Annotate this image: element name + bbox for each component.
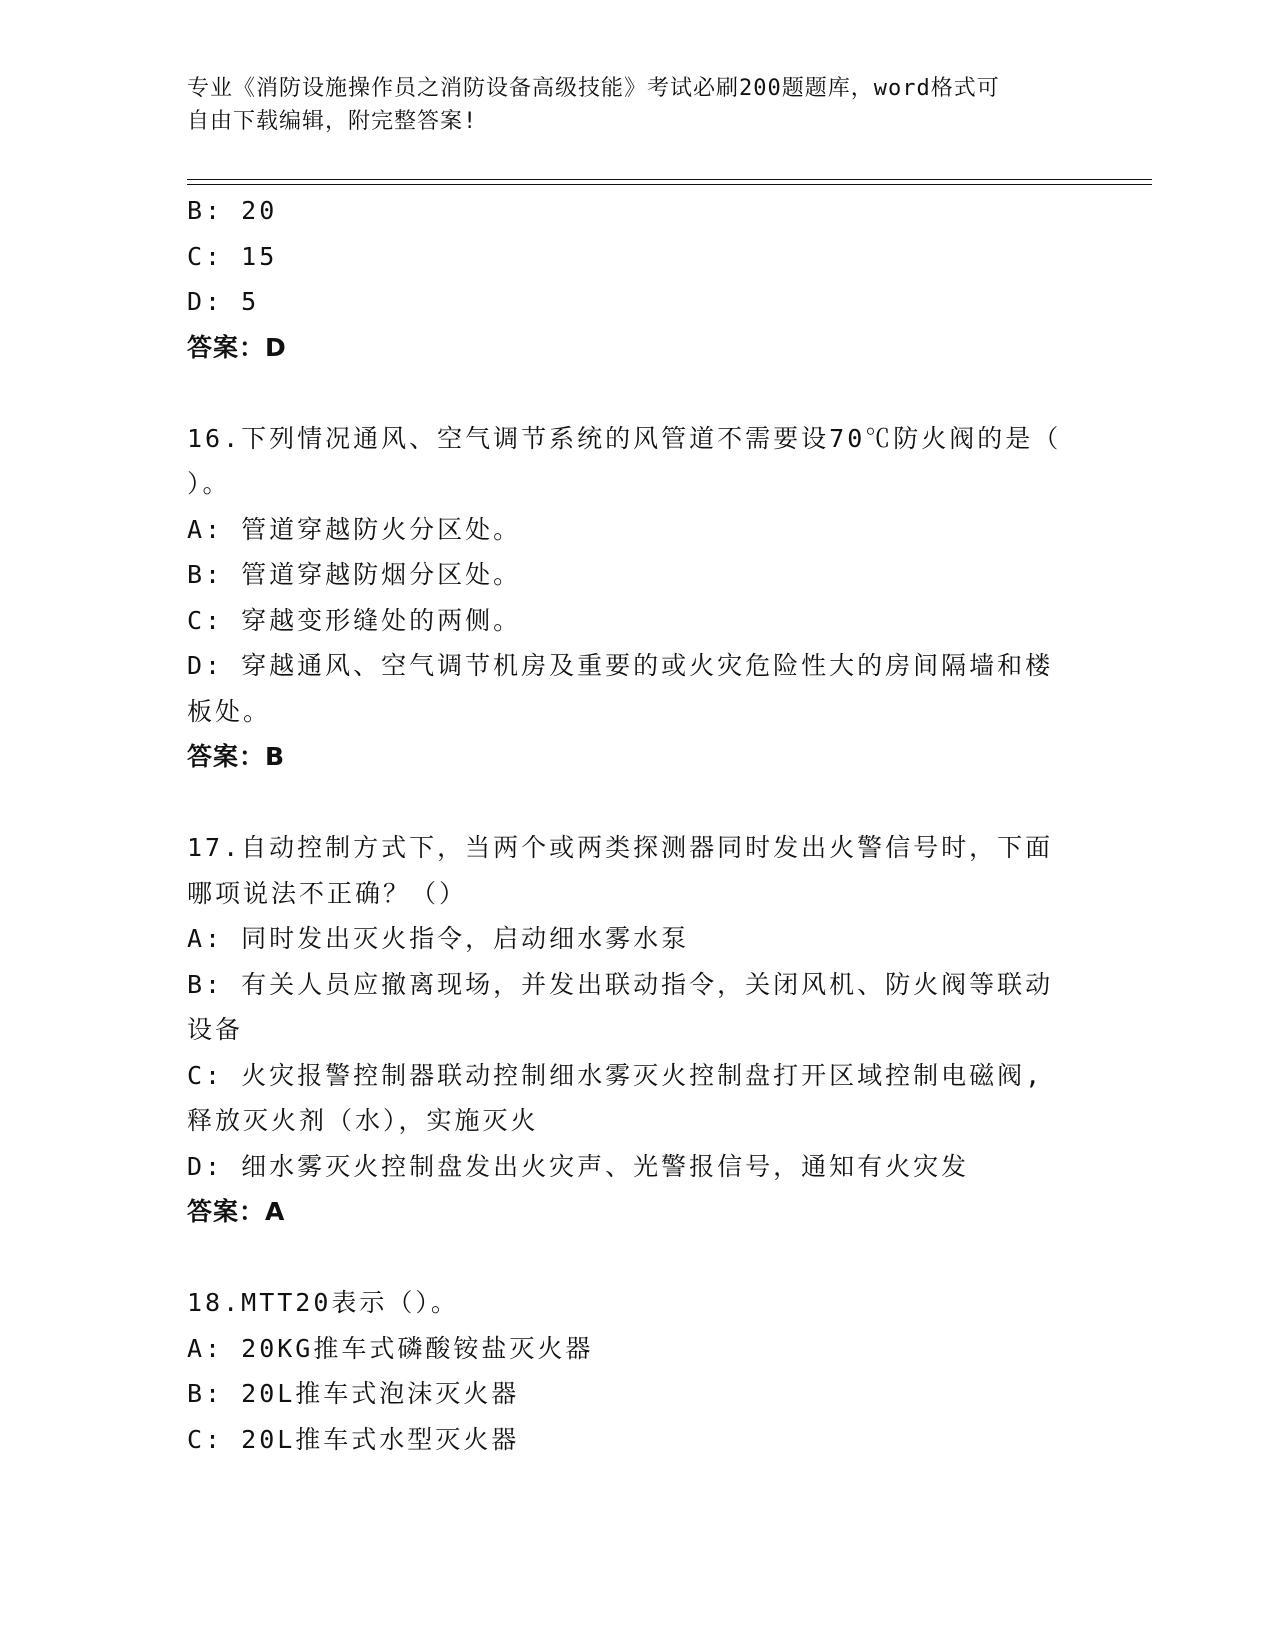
q17-answer: 答案：A xyxy=(187,1197,286,1226)
q15-option-c: C: 15 xyxy=(187,241,278,271)
q15-answer: 答案：D xyxy=(187,332,287,362)
document-header xyxy=(187,72,1067,138)
spacer xyxy=(187,370,1087,416)
q16-option-c: C: 穿越变形缝处的两侧。 xyxy=(187,605,522,635)
q17-option-a: A: 同时发出灭火指令，启动细水雾水泵 xyxy=(187,924,690,953)
q17-stem-line-1: 17.自动控制方式下，当两个或两类探测器同时发出火警信号时，下面 xyxy=(187,833,1054,862)
question-15 xyxy=(187,188,1087,370)
q18-option-c: C: 20L推车式水型灭火器 xyxy=(187,1424,520,1454)
header-rule-top xyxy=(187,179,1152,180)
q17-option-b-line-1: B: 有关人员应撤离现场，并发出联动指令，关闭风机、防火阀等联动 xyxy=(187,969,1054,999)
question-18 xyxy=(187,1280,1087,1462)
q16-option-d-line-2: 板处。 xyxy=(187,696,272,726)
q15-option-b: B: 20 xyxy=(187,196,278,225)
q16-option-b: B: 管道穿越防烟分区处。 xyxy=(187,560,522,589)
q16-answer: 答案：B xyxy=(187,742,286,771)
question-16 xyxy=(187,416,1087,780)
q15-option-d: D: 5 xyxy=(187,287,260,316)
document-body xyxy=(187,188,1087,1462)
q18-option-b: B: 20L推车式泡沫灭火器 xyxy=(187,1379,520,1408)
header-rule-bottom xyxy=(187,184,1152,185)
q16-stem-line-2: ）。 xyxy=(187,469,231,498)
header-title-line-2: 自由下载编辑，附完整答案! xyxy=(187,109,478,134)
q17-option-c-line-1: C: 火灾报警控制器联动控制细水雾灭火控制盘打开区域控制电磁阀, xyxy=(187,1060,1044,1090)
spacer xyxy=(187,1235,1087,1281)
q16-option-d-line-1: D: 穿越通风、空气调节机房及重要的或火灾危险性大的房间隔墙和楼 xyxy=(187,651,1054,680)
q16-option-a: A: 管道穿越防火分区处。 xyxy=(187,514,522,544)
spacer xyxy=(187,780,1087,826)
q17-option-b-line-2: 设备 xyxy=(187,1015,244,1044)
q18-option-a: A: 20KG推车式磷酸铵盐灭火器 xyxy=(187,1333,594,1363)
question-17 xyxy=(187,825,1087,1235)
q17-option-d: D: 细水雾灭火控制盘发出火灾声、光警报信号，通知有火灾发 xyxy=(187,1151,970,1181)
header-title-line-1: 专业《消防设施操作员之消防设备高级技能》考试必刷200题题库，word格式可 xyxy=(187,76,1000,101)
q16-stem-line-1: 16.下列情况通风、空气调节系统的风管道不需要设70℃防火阀的是（ xyxy=(187,423,1062,453)
q18-stem: 18.MTT20表示（）。 xyxy=(187,1288,459,1317)
q17-option-c-line-2: 释放灭火剂（水），实施灭火 xyxy=(187,1106,539,1135)
q17-stem-line-2: 哪项说法不正确？（） xyxy=(187,878,468,908)
